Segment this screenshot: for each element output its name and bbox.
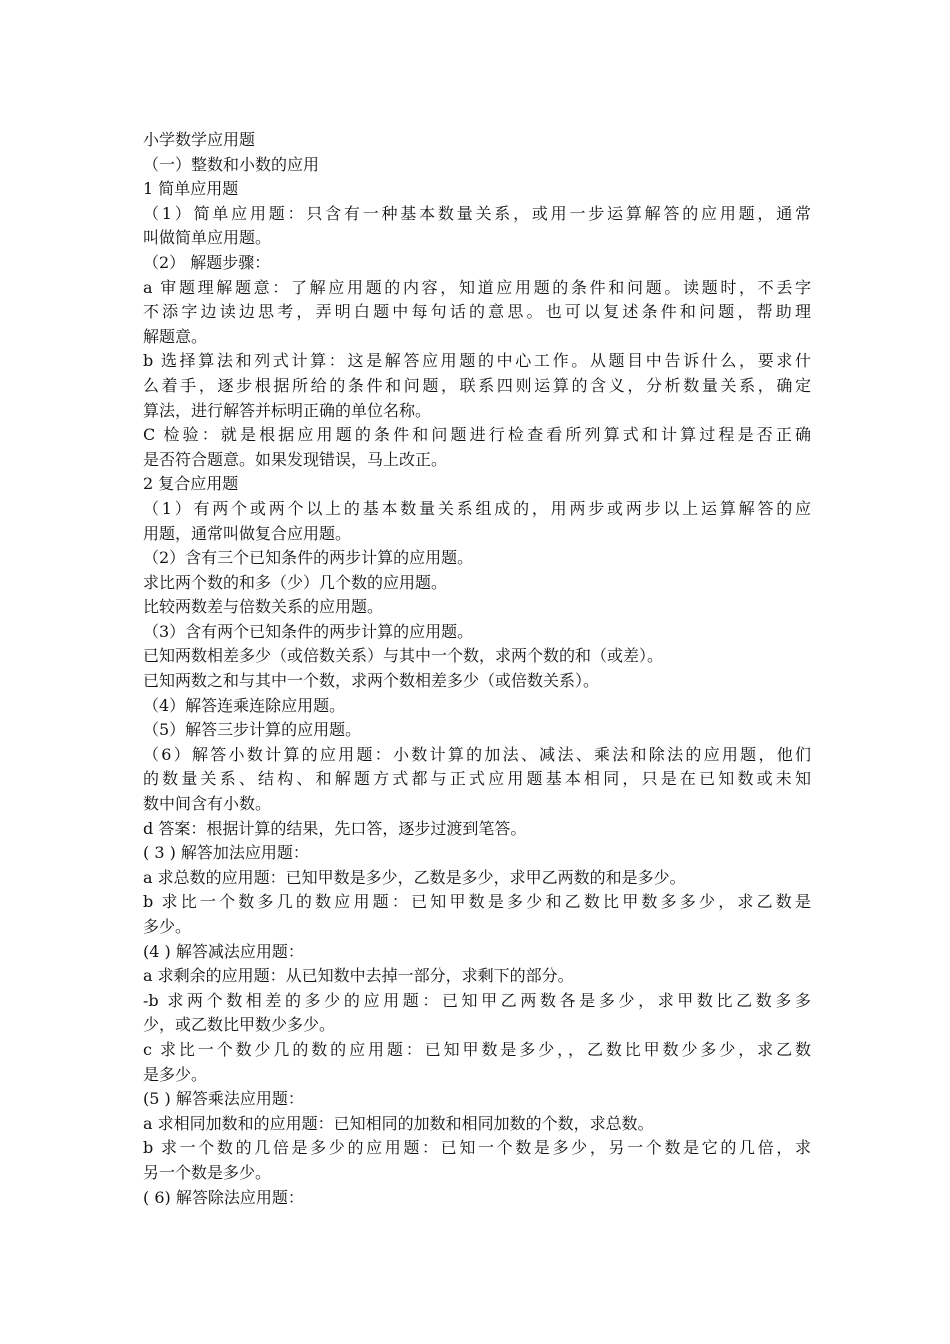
text-line: 求比两个数的和多（少）几个数的应用题。 (143, 572, 448, 592)
text-line: 么着手，逐步根据所给的条件和问题，联系四则运算的含义，分析数量关系，确定 (143, 375, 811, 395)
text-line: C 检验：就是根据应用题的条件和问题进行检查看所列算式和计算过程是否正确 (143, 425, 811, 445)
text-line: 已知两数相差多少（或倍数关系）与其中一个数，求两个数的和（或差）。 (143, 646, 664, 666)
text-line: -b 求两个数相差的多少的应用题：已知甲乙两数各是多少，求甲数比乙数多多 (143, 990, 811, 1010)
text-line: 叫做简单应用题。 (143, 228, 272, 248)
text-line: ( 6) 解答除法应用题： (143, 1187, 304, 1207)
text-line: b 求一个数的几倍是多少的应用题：已知一个数是多少，另一个数是它的几倍，求 (143, 1138, 811, 1158)
text-line: 已知两数之和与其中一个数，求两个数相差多少（或倍数关系）。 (143, 671, 600, 691)
text-line: 多少。 (143, 917, 192, 936)
text-line: a 求剩余的应用题：从已知数中去掉一部分，求剩下的部分。 (143, 966, 574, 986)
text-line: 用题，通常叫做复合应用题。 (143, 523, 352, 543)
text-line: （6）解答小数计算的应用题：小数计算的加法、减法、乘法和除法的应用题，他们 (143, 744, 811, 764)
text-line: 是多少。 (143, 1064, 208, 1084)
text-line: （1）简单应用题：只含有一种基本数量关系，或用一步运算解答的应用题，通常 (143, 203, 811, 223)
text-line: （5）解答三步计算的应用题。 (143, 720, 362, 740)
text-line: 少，或乙数比甲数少多少。 (143, 1015, 336, 1035)
text-line: b 选择算法和列式计算：这是解答应用题的中心工作。从题目中告诉什么，要求什 (143, 351, 811, 371)
text-line: 是否符合题意。如果发现错误，马上改正。 (143, 449, 448, 469)
text-line: （1）有两个或两个以上的基本数量关系组成的，用两步或两步以上运算解答的应 (143, 498, 811, 518)
text-line: 不添字边读边思考，弄明白题中每句话的意思。也可以复述条件和问题，帮助理 (143, 302, 811, 322)
text-line: （4）解答连乘连除应用题。 (143, 695, 346, 715)
text-line: (5 ) 解答乘法应用题： (143, 1089, 304, 1109)
text-line: 的数量关系、结构、和解题方式都与正式应用题基本相同，只是在已知数或未知 (143, 769, 811, 789)
text-line: b 求比一个数多几的数应用题：已知甲数是多少和乙数比甲数多多少，求乙数是 (143, 892, 811, 912)
text-line: d 答案：根据计算的结果，先口答，逐步过渡到笔答。 (143, 818, 527, 838)
text-line: ( 3 ) 解答加法应用题： (143, 843, 309, 863)
text-line: 算法，进行解答并标明正确的单位名称。 (143, 400, 432, 420)
document-page (143, 128, 811, 1210)
text-line: 比较两数差与倍数关系的应用题。 (143, 597, 384, 617)
text-line: （2） 解题步骤： (143, 252, 271, 272)
text-line: 1 简单应用题 (143, 179, 239, 199)
text-line: c 求比一个数少几的数的应用题：已知甲数是多少，，乙数比甲数少多少，求乙数 (143, 1039, 811, 1059)
text-line: 小学数学应用题 (143, 130, 256, 149)
text-line: 解题意。 (143, 326, 208, 346)
text-line: a 求相同加数和的应用题：已知相同的加数和相同加数的个数，求总数。 (143, 1113, 654, 1133)
text-line: 2 复合应用题 (143, 474, 239, 494)
text-line: （一）整数和小数的应用 (143, 154, 320, 174)
text-line: 数中间含有小数。 (143, 794, 272, 814)
text-line: a 求总数的应用题：已知甲数是多少，乙数是多少，求甲乙两数的和是多少。 (143, 867, 686, 887)
text-line: a 审题理解题意：了解应用题的内容，知道应用题的条件和问题。读题时，不丢字 (143, 277, 811, 297)
text-line: （3）含有两个已知条件的两步计算的应用题。 (143, 621, 474, 641)
text-line: （2）含有三个已知条件的两步计算的应用题。 (143, 548, 474, 568)
text-line: (4 ) 解答减法应用题： (143, 941, 304, 961)
text-line: 另一个数是多少。 (143, 1162, 272, 1182)
